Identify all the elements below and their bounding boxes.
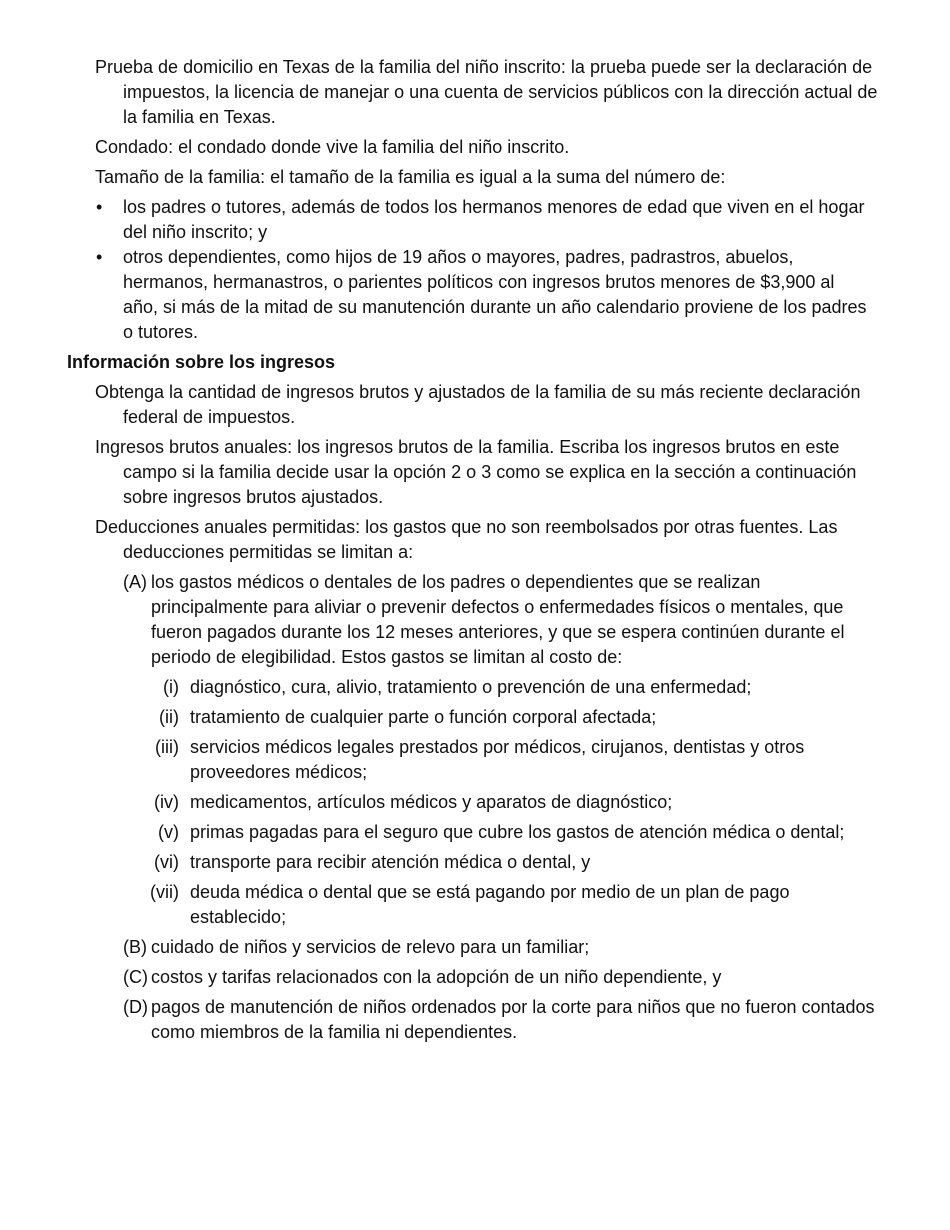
list-item <box>151 735 880 785</box>
list-item <box>151 675 880 700</box>
list-item <box>151 705 880 730</box>
family-size-definition: Tamaño de la familia: el tamaño de la familia es igual a la suma del número de: <box>95 167 726 187</box>
list-item-text: cuidado de niños y servicios de relevo para un familiar; <box>151 937 590 957</box>
list-item <box>0 245 873 345</box>
list-marker: (A) <box>123 572 147 592</box>
list-item <box>151 850 880 875</box>
list-item-text: pagos de manutención de niños ordenados por la corte para niños que no fueron contados como miembros de la familia ni dependientes. <box>151 997 875 1042</box>
medical-costs-list <box>151 675 876 930</box>
family-size-list <box>0 195 950 345</box>
list-marker: (iv) <box>154 792 179 812</box>
list-item-text: servicios médicos legales prestados por médicos, cirujanos, dentistas y otros proveedores médicos; <box>190 737 805 782</box>
list-item <box>0 935 876 960</box>
list-marker: (C) <box>123 967 148 987</box>
list-marker: (B) <box>123 937 147 957</box>
bullet-icon: • <box>96 197 103 217</box>
list-item <box>0 195 873 245</box>
list-item-text: costos y tarifas relacionados con la adopción de un niño dependiente, y <box>151 967 722 987</box>
list-item-text: deuda médica o dental que se está pagando por medio de un plan de pago establecido; <box>190 882 790 927</box>
list-item <box>151 790 880 815</box>
list-item-text: otros dependientes, como hijos de 19 años o mayores, padres, padrastros, abuelos, hermanos, hermanastros, o parientes políticos con ingresos brutos menores de $3,900 al año, si más de la mitad de su manutención durante un año calendario proviene de los padres o tutores. <box>123 247 867 342</box>
document-page <box>0 55 950 1050</box>
list-item <box>151 880 880 930</box>
list-marker: (iii) <box>155 737 179 757</box>
list-marker: (vi) <box>154 852 179 872</box>
income-intro: Obtenga la cantidad de ingresos brutos y ajustados de la familia de su más reciente declaración federal de impuestos. <box>95 382 861 427</box>
list-item <box>0 570 876 930</box>
bullet-icon: • <box>96 247 103 267</box>
list-marker: (ii) <box>159 707 179 727</box>
list-item-text: los gastos médicos o dentales de los padres o dependientes que se realizan principalmente para aliviar o prevenir defectos o enfermedades físicos o mentales, que fueron pagados durante los 12 meses anteriores, y que se espera continúen durante el periodo de elegibilidad. Estos gastos se limitan al costo de: <box>151 572 845 667</box>
list-item-text: diagnóstico, cura, alivio, tratamiento o prevención de una enfermedad; <box>190 677 752 697</box>
income-section-heading: Información sobre los ingresos <box>67 352 336 372</box>
list-item-text: tratamiento de cualquier parte o función corporal afectada; <box>190 707 657 727</box>
deductions-list <box>0 570 950 1045</box>
list-item <box>151 820 880 845</box>
gross-income-definition: Ingresos brutos anuales: los ingresos brutos de la familia. Escriba los ingresos brutos en este campo si la familia decide usar la opción 2 o 3 como se explica en la sección a continuación sobre ingresos brutos ajustados. <box>95 437 857 507</box>
deductions-definition: Deducciones anuales permitidas: los gastos que no son reembolsados por otras fuentes. Las deducciones permitidas se limitan a: <box>95 517 838 562</box>
list-item-text: primas pagadas para el seguro que cubre los gastos de atención médica o dental; <box>190 822 845 842</box>
list-marker: (D) <box>123 997 148 1017</box>
list-item-text: transporte para recibir atención médica o dental, y <box>190 852 591 872</box>
list-item-text: medicamentos, artículos médicos y aparatos de diagnóstico; <box>190 792 673 812</box>
list-item <box>0 965 876 990</box>
list-item-text: los padres o tutores, además de todos los hermanos menores de edad que viven en el hogar del niño inscrito; y <box>123 197 865 242</box>
list-marker: (v) <box>158 822 179 842</box>
list-marker: (i) <box>163 677 179 697</box>
county-definition: Condado: el condado donde vive la familia del niño inscrito. <box>95 137 570 157</box>
proof-of-residence-definition: Prueba de domicilio en Texas de la familia del niño inscrito: la prueba puede ser la declaración de impuestos, la licencia de manejar o una cuenta de servicios públicos con la dirección actual de la familia en Texas. <box>95 57 878 127</box>
list-marker: (vii) <box>150 882 179 902</box>
list-item <box>0 995 876 1045</box>
